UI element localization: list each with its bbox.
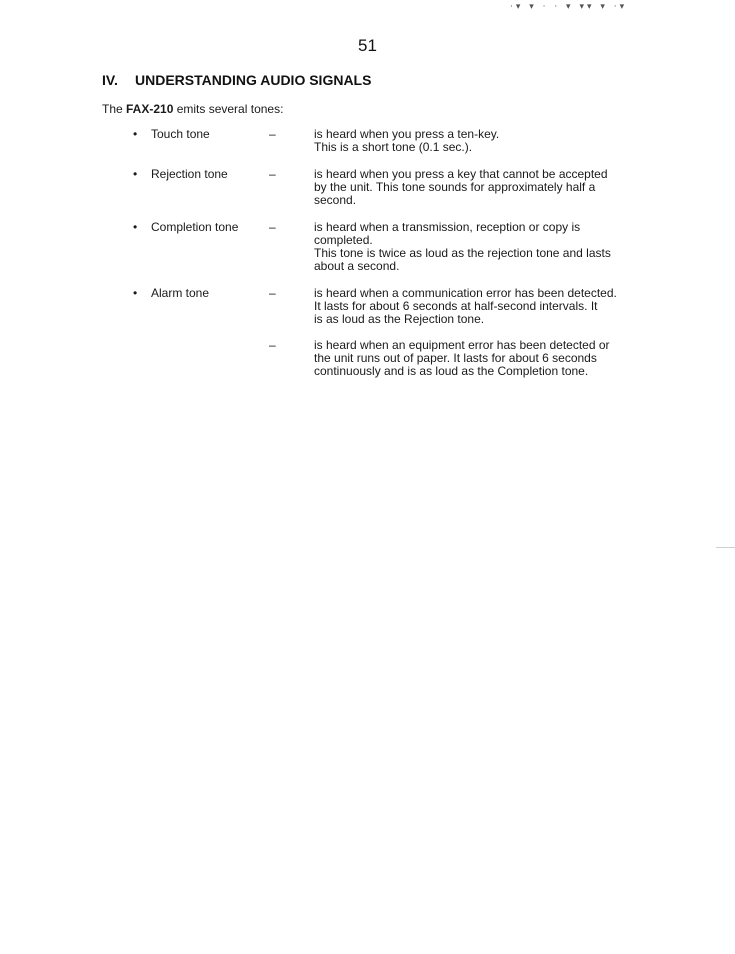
bullet-marker: • [133,167,138,181]
intro-prefix: The [102,102,127,116]
dash-separator: – [269,338,276,352]
bullet-marker: • [133,220,138,234]
description-line: This tone is twice as loud as the rejection tone and lasts [314,246,611,260]
description-line: is heard when an equipment error has been detected or [314,338,610,352]
description-line: continuously and is as loud as the Completion tone. [314,364,589,378]
tone-description [314,339,644,378]
bullet-marker: • [133,127,138,141]
description-line: This is a short tone (0.1 sec.). [314,140,473,154]
description-line: is as loud as the Rejection tone. [314,312,485,326]
section-title: UNDERSTANDING AUDIO SIGNALS [135,72,372,88]
bullet-marker: • [133,286,138,300]
scan-edge-mark [716,547,735,548]
dash-separator: – [269,286,276,300]
intro-suffix: emits several tones: [173,102,284,116]
tone-description [314,168,644,207]
tone-description [314,221,644,273]
description-line: about a second. [314,259,400,273]
description-line: is heard when a transmission, reception or copy is [314,220,581,234]
description-line: second. [314,193,357,207]
product-name: FAX-210 [126,102,174,116]
section-numeral: IV. [102,72,118,88]
intro-sentence [102,102,283,116]
tone-description [314,287,644,326]
description-line: is heard when you press a key that cannot be accepted [314,167,608,181]
description-line: is heard when a communication error has been detected. [314,286,617,300]
description-line: by the unit. This tone sounds for approximately half a [314,180,596,194]
scan-corner-marks: ·▾ ▾ · · ▾ ▾▾ ▾ ·▾ [510,2,628,12]
description-line: It lasts for about 6 seconds at half-second intervals. It [314,299,598,313]
tone-name: Alarm tone [151,286,210,300]
tone-name: Completion tone [151,220,239,234]
dash-separator: – [269,220,276,234]
section-heading [102,72,371,88]
tone-name: Rejection tone [151,167,228,181]
page-number: 51 [358,36,377,55]
description-line: is heard when you press a ten-key. [314,127,500,141]
description-line: completed. [314,233,373,247]
dash-separator: – [269,127,276,141]
dash-separator: – [269,167,276,181]
tone-description [314,128,644,154]
tone-name: Touch tone [151,127,210,141]
description-line: the unit runs out of paper. It lasts for about 6 seconds [314,351,597,365]
